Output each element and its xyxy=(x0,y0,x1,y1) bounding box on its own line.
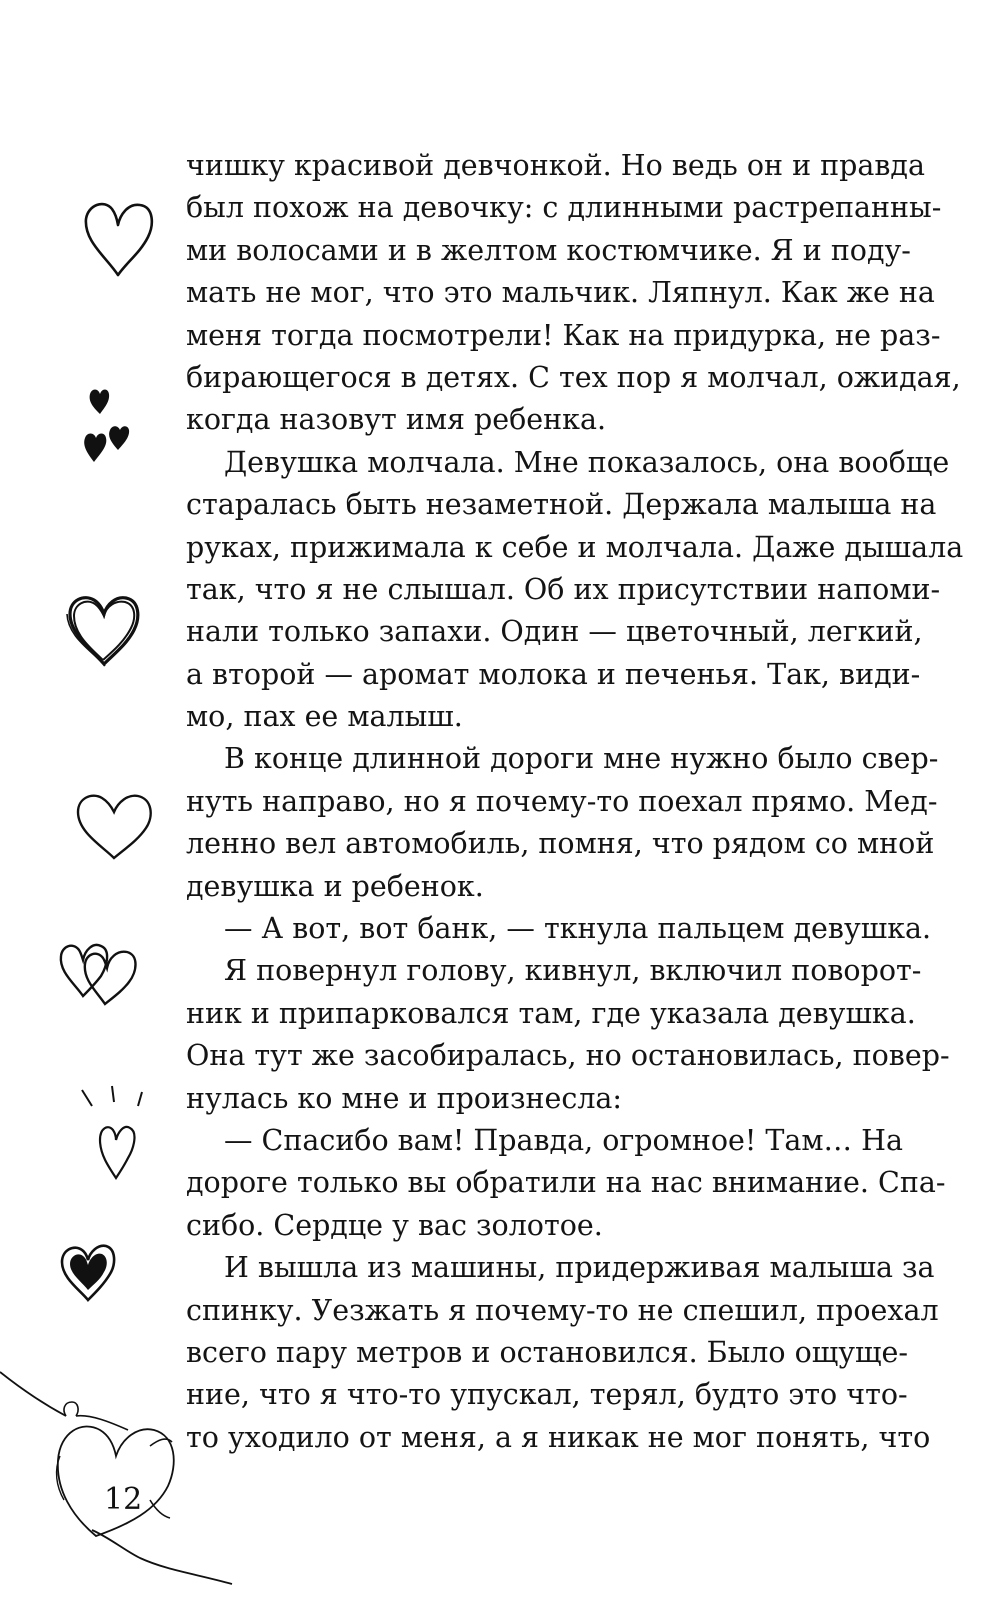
text-line: Она тут же засобиралась, но остановилась, повер- xyxy=(186,1039,950,1073)
page-heart-frame-icon xyxy=(0,1360,240,1590)
text-line: был похож на девочку: с длинными растрепанны- xyxy=(186,191,942,225)
text-line: то уходило от меня, а я никак не мог понять, что xyxy=(186,1420,931,1454)
heart-icon xyxy=(74,790,156,862)
text-line: ник и припарковался там, где указала девушка. xyxy=(186,996,916,1030)
text-line: нали только запахи. Один — цветочный, легкий, xyxy=(186,615,923,649)
text-line: — А вот, вот банк, — ткнула пальцем девушка. xyxy=(224,912,932,946)
text-line: — Спасибо вам! Правда, огромное! Там… На xyxy=(224,1123,903,1157)
text-line: ми волосами и в желтом костюмчике. Я и поду- xyxy=(186,233,911,267)
text-line: Я повернул голову, кивнул, включил поворот- xyxy=(224,954,922,988)
scribble-heart-icon xyxy=(64,588,144,670)
text-line: а второй — аромат молока и печенья. Так, види- xyxy=(186,657,921,691)
text-line: бирающегося в детях. С тех пор я молчал, ожидая, xyxy=(186,360,961,394)
text-line: ние, что я что-то упускал, терял, будто это что- xyxy=(186,1378,908,1412)
text-line: спинку. Уезжать я почему-то не спешил, проехал xyxy=(186,1293,939,1327)
body-text xyxy=(186,145,964,1459)
text-line: дороге только вы обратили на нас внимание. Спа- xyxy=(186,1166,946,1200)
text-line: сибо. Сердце у вас золотое. xyxy=(186,1208,603,1242)
text-line: так, что я не слышал. Об их присутствии напоми- xyxy=(186,572,941,606)
double-heart-icon xyxy=(55,938,145,1008)
heart-icon xyxy=(80,195,156,281)
text-line: всего пару метров и остановился. Было ощуще- xyxy=(186,1335,909,1369)
heart-rays-icon xyxy=(78,1084,158,1184)
text-line: мать не мог, что это мальчик. Ляпнул. Как же на xyxy=(186,276,935,310)
page-number: 12 xyxy=(104,1482,143,1517)
text-line: мо, пах ее малыш. xyxy=(186,700,463,734)
text-line: чишку красивой девчонкой. Но ведь он и правда xyxy=(186,149,925,182)
text-line: Девушка молчала. Мне показалось, она вообще xyxy=(224,445,950,479)
text-line: В конце длинной дороги мне нужно было свер- xyxy=(224,742,939,776)
small-hearts-icon xyxy=(80,380,140,470)
text-line: когда назовут имя ребенка. xyxy=(186,403,607,437)
text-line: меня тогда посмотрели! Как на придурка, не раз- xyxy=(186,318,941,352)
text-line: ленно вел автомобиль, помня, что рядом со мной xyxy=(186,827,935,861)
text-line: нулась ко мне и произнесла: xyxy=(186,1081,623,1115)
text-line: И вышла из машины, придерживая малыша за xyxy=(224,1251,935,1285)
filled-heart-icon xyxy=(58,1240,118,1306)
text-line: нуть направо, но я почему-то поехал прямо. Мед- xyxy=(186,784,938,818)
text-line: руках, прижимала к себе и молчала. Даже дышала xyxy=(186,530,964,564)
text-line: старалась быть незаметной. Держала малыша на xyxy=(186,488,937,522)
text-line: девушка и ребенок. xyxy=(186,869,484,903)
